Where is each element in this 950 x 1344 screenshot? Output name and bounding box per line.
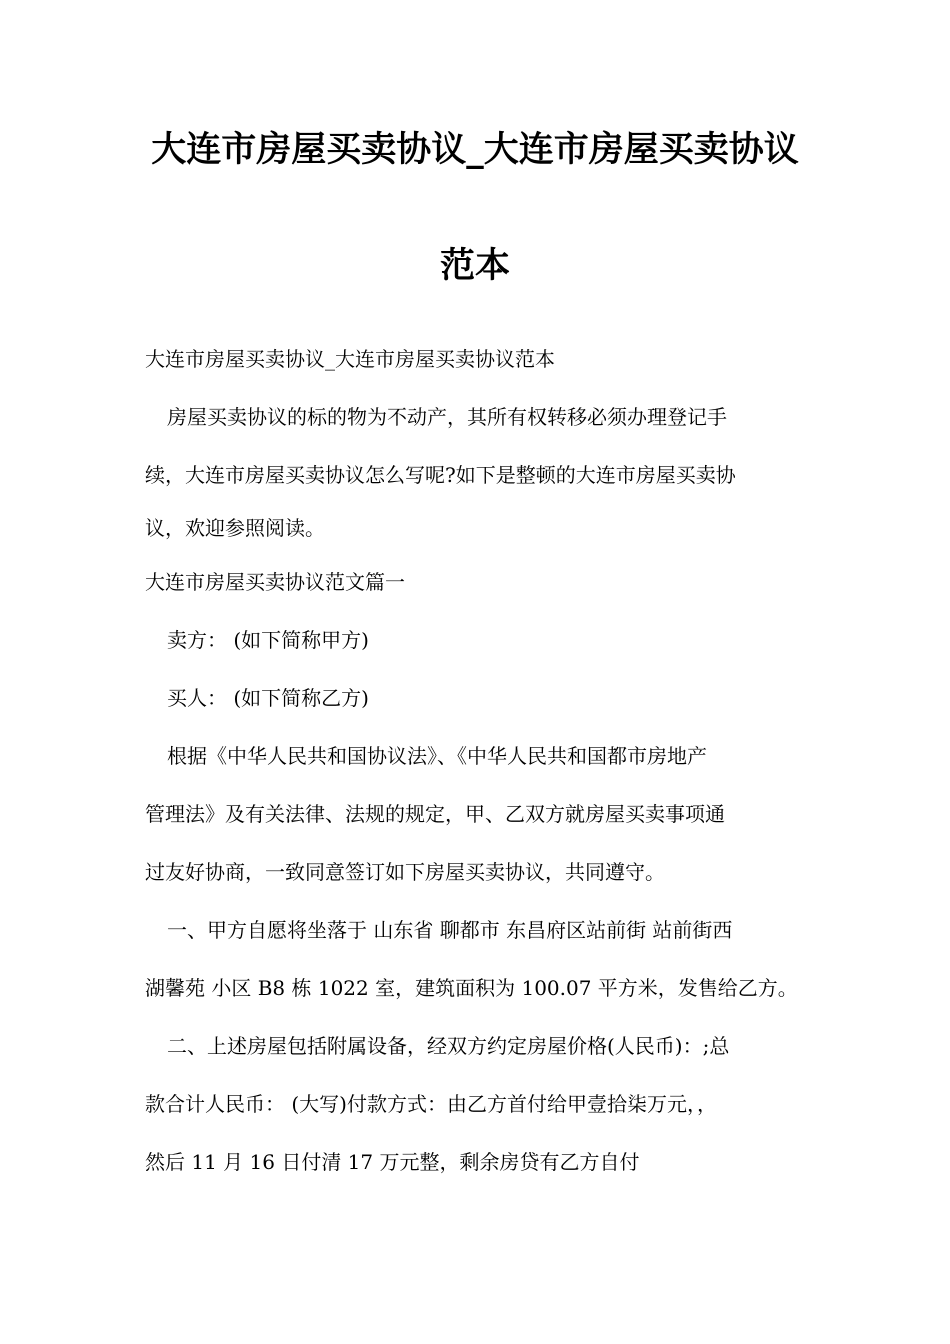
- paragraph-line: 管理法》及有关法律、法规的规定，甲、乙双方就房屋买卖事项通: [145, 802, 725, 826]
- intro-heading: 大连市房屋买卖协议_大连市房屋买卖协议范本: [145, 347, 555, 371]
- clause-2-line: 款合计人民币： (大写)付款方式：由乙方首付给甲壹拾柒万元，，: [145, 1092, 717, 1116]
- clause-1-line: 一、甲方自愿将坐落于 山东省 聊都市 东昌府区站前街 站前街西: [167, 918, 733, 942]
- paragraph-line: 续，大连市房屋买卖协议怎么写呢?如下是整顿的大连市房屋买卖协: [145, 463, 736, 487]
- buyer-line: 买人： (如下简称乙方): [167, 686, 369, 710]
- document-body: [145, 330, 825, 1191]
- clause-2-line: 然后 11 月 16 日付清 17 万元整，剩余房贷有乙方自付: [145, 1150, 640, 1174]
- clause-2-line: 二、上述房屋包括附属设备，经双方约定房屋价格(人民币)：;总: [167, 1034, 730, 1058]
- paragraph-line: 议，欢迎参照阅读。: [145, 516, 325, 540]
- document-title-line-2: 范本: [439, 246, 510, 286]
- paragraph-line: 根据《中华人民共和国协议法》、《中华人民共和国都市房地产: [167, 744, 707, 768]
- seller-line: 卖方： (如下简称甲方): [167, 628, 369, 652]
- paragraph-line: 过友好协商，一致同意签订如下房屋买卖协议，共同遵守。: [145, 860, 665, 884]
- paragraph-line: 房屋买卖协议的标的物为不动产，其所有权转移必须办理登记手: [167, 405, 727, 429]
- clause-1-line: 湖馨苑 小区 B8 栋 1022 室，建筑面积为 100.07 平方米，发售给乙方。: [145, 976, 798, 1000]
- section-heading: 大连市房屋买卖协议范文篇一: [145, 570, 405, 594]
- document-title-line-1: 大连市房屋买卖协议_大连市房屋买卖协议: [151, 130, 799, 170]
